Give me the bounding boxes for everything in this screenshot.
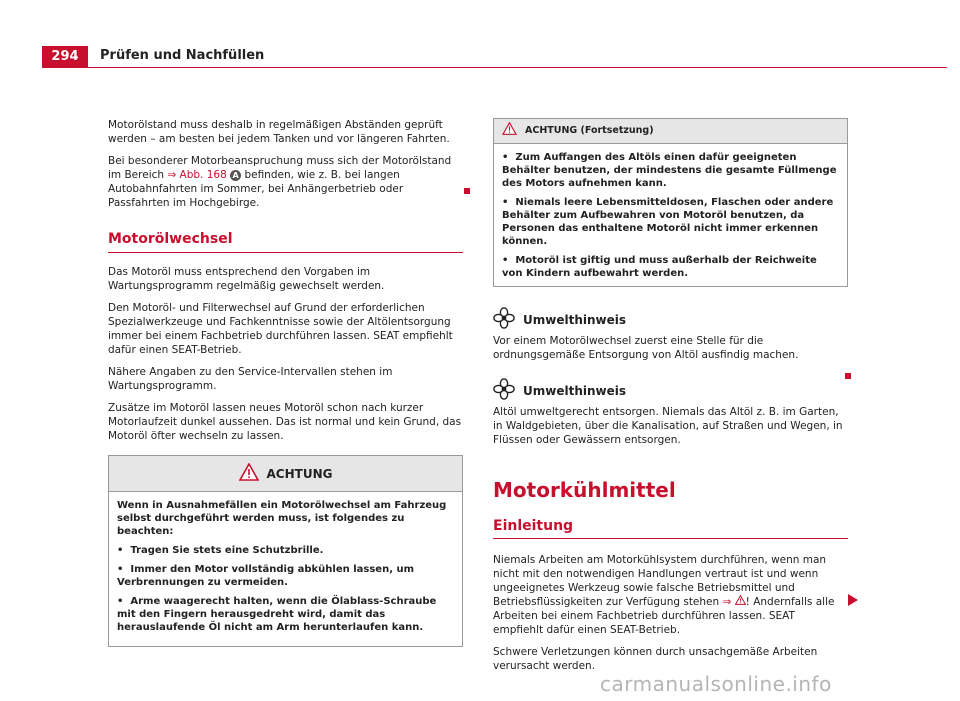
continue-arrow-icon xyxy=(848,591,858,610)
paragraph: Nähere Angaben zu den Service-Intervallen stehen im Wartungsprogramm. xyxy=(108,366,393,392)
warning-title: ACHTUNG xyxy=(266,466,333,481)
list-item: • Tragen Sie stets eine Schutzbrille. xyxy=(117,545,324,556)
environment-note-text: Vor einem Motorölwechsel zuerst eine Stelle für die ordnungsgemäße Entsorgung von Altöl ausfindig machen. xyxy=(493,335,799,361)
warning-header xyxy=(494,119,847,144)
list-item: • Motoröl ist giftig und muss außerhalb der Reichweite von Kindern aufbewahrt werden. xyxy=(502,255,817,279)
environment-note-title: Umwelthinweis xyxy=(523,312,627,327)
list-item: • Arme waagerecht halten, wenn die Ölablass-Schraube mit den Fingern herausgedreht wird, damit das herauslaufende Öl nicht am Arm herunterlaufen kann. xyxy=(117,596,437,633)
warning-body xyxy=(494,144,847,286)
paragraph: Das Motoröl muss entsprechend den Vorgaben im Wartungsprogramm regelmäßig gewechselt werden. xyxy=(108,266,385,292)
warning-intro: Wenn in Ausnahmefällen ein Motorölwechsel am Fahrzeug selbst durchgeführt werden muss, ist folgendes zu beachten: xyxy=(117,500,447,537)
marker-a: A xyxy=(230,170,241,181)
paragraph: Niemals Arbeiten am Motorkühlsystem durchführen, wenn man nicht mit den notwendigen Handlungen vertraut ist und wenn ungeeignetes Werkzeug sowie falsche Betriebsmittel und Betriebsflüssigkeiten zur Verfügung stehen ⇒ ! Andernfalls alle Arbeiten bei einem Fachbetrieb durchführen lassen. SEAT empfiehlt dafür einen SEAT-Betrieb. xyxy=(493,554,835,636)
section-end-marker xyxy=(464,188,470,194)
paragraph-text: Bei besonderer Motorbeanspruchung muss sich der Motorölstand im Bereich xyxy=(108,155,452,181)
environment-note xyxy=(493,378,848,447)
list-item: • Zum Auffangen des Altöls einen dafür geeigneten Behälter benutzen, der mindestens die gesamte Füllmenge des Motors aufnehmen kann. xyxy=(502,152,837,189)
environment-note-header xyxy=(493,307,848,332)
warning-header xyxy=(109,456,462,492)
section-end-marker xyxy=(845,373,851,379)
environment-note-title: Umwelthinweis xyxy=(523,383,627,398)
right-column xyxy=(493,118,848,681)
page-header-title: Prüfen und Nachfüllen xyxy=(100,48,265,63)
warning-box xyxy=(108,455,463,647)
watermark: carmanualsonline.info xyxy=(600,672,832,696)
warning-title: ACHTUNG (Fortsetzung) xyxy=(525,125,654,136)
list-item: • Immer den Motor vollständig abkühlen lassen, um Verbrennungen zu vermeiden. xyxy=(117,564,415,588)
page-number: 294 xyxy=(42,46,88,67)
environment-note-text: Altöl umweltgerecht entsorgen. Niemals das Altöl z. B. im Garten, in Waldgebieten, über die Kanalisation, auf Straßen und Wegen, in Flüssen oder Gewässern entsorgen. xyxy=(493,406,843,446)
warning-link[interactable]: ⇒ xyxy=(722,596,732,608)
chapter-title: Motorkühlmittel xyxy=(493,478,676,502)
paragraph: Schwere Verletzungen können durch unsachgemäße Arbeiten verursacht werden. xyxy=(493,646,818,672)
paragraph: Den Motoröl- und Filterwechsel auf Grund der erforderlichen Spezialwerkzeuge und Fachkenntnisse sowie der Altölentsorgung immer bei einem Fachbetrieb durchführen lassen. SEAT empfiehlt dafür einen SEAT-Betrieb. xyxy=(108,302,453,356)
header-rule xyxy=(42,67,947,68)
warning-box-continued xyxy=(493,118,848,287)
paragraph-text: befinden, wie z. B. bei langen Autobahnfahrten im Sommer, bei Anhängerbetrieb oder Passfahrten im Hochgebirge. xyxy=(108,169,404,209)
subsection-title: Einleitung xyxy=(493,519,848,539)
warning-triangle-icon xyxy=(502,122,517,140)
section-title: Motorölwechsel xyxy=(108,232,463,253)
left-column xyxy=(108,118,463,647)
paragraph: Motorölstand muss deshalb in regelmäßigen Abständen geprüft werden – am besten bei jedem Tanken und vor längeren Fahrten. xyxy=(108,119,450,145)
warning-triangle-icon xyxy=(735,596,746,608)
flower-icon xyxy=(493,378,515,403)
environment-note xyxy=(493,307,848,362)
warning-body xyxy=(109,492,462,646)
paragraph: Zusätze im Motoröl lassen neues Motoröl schon nach kurzer Motorlaufzeit dunkel aussehen. Das ist normal und kein Grund, das Motoröl öfter wechseln zu lassen. xyxy=(108,402,462,442)
flower-icon xyxy=(493,307,515,332)
environment-note-header xyxy=(493,378,848,403)
figure-link[interactable]: ⇒ Abb. 168 xyxy=(167,169,227,181)
paragraph xyxy=(108,154,463,210)
list-item: • Niemals leere Lebensmitteldosen, Flaschen oder andere Behälter zum Aufbewahren von Motoröl benutzen, da Personen das enthaltene Motoröl nicht immer erkennen können. xyxy=(502,197,834,247)
warning-triangle-icon xyxy=(239,463,259,484)
